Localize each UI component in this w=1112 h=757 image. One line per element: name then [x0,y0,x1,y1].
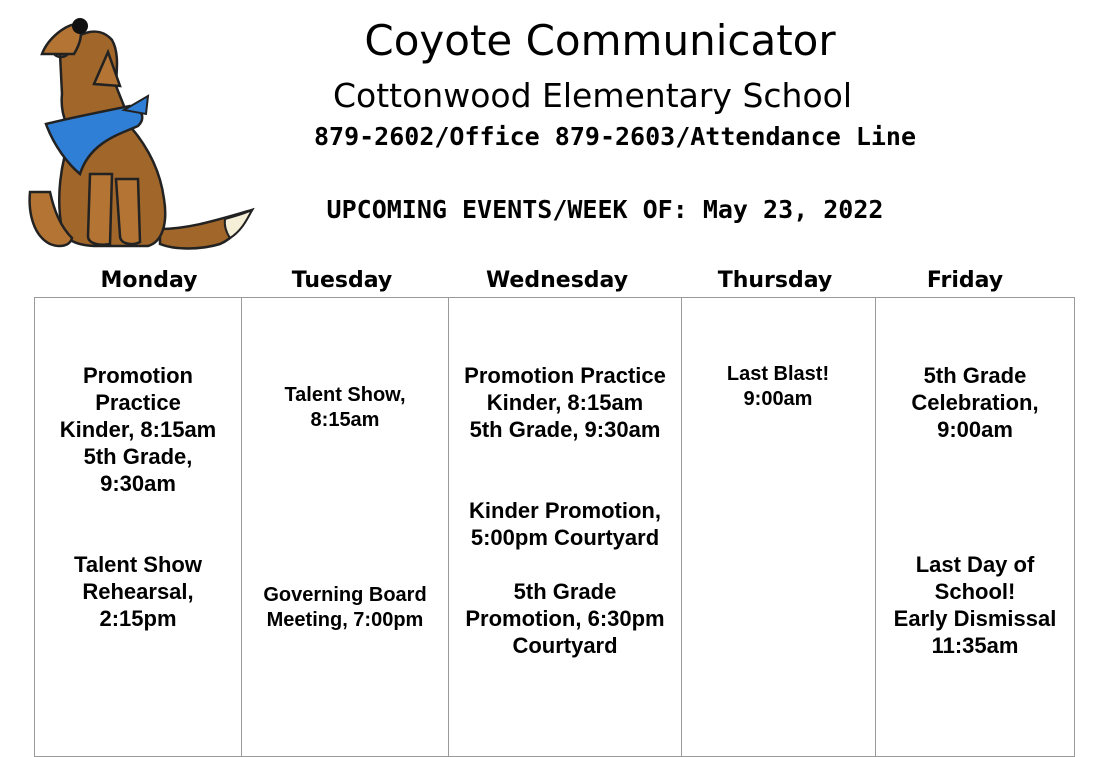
day-header-tuesday: Tuesday [291,268,393,293]
monday-event-promotion-practice: Promotion Practice Kinder, 8:15am 5th Grade, 9:30am [59,363,217,496]
friday-event-last-day: Last Day of School! Early Dismissal 11:35am [893,552,1057,658]
thursday-event-last-blast: Last Blast! 9:00am [726,363,830,410]
friday-event-5th-grade-celebration: 5th Grade Celebration, 9:00am [911,363,1039,442]
school-name: Cottonwood Elementary School [332,76,852,115]
column-tuesday [242,297,449,757]
wednesday-event-kinder-promotion: Kinder Promotion, 5:00pm Courtyard [469,498,661,550]
tuesday-event-talent-show: Talent Show, 8:15am [284,384,406,431]
wednesday-event-5th-grade-promotion: 5th Grade Promotion, 6:30pm Courtyard [465,579,665,658]
monday-event-talent-show-rehearsal: Talent Show Rehearsal, 2:15pm [74,552,202,631]
events-heading: UPCOMING EVENTS/WEEK OF: May 23, 2022 [326,195,884,224]
tuesday-event-governing-board: Governing Board Meeting, 7:00pm [263,584,427,631]
wednesday-event-promotion-practice: Promotion Practice Kinder, 8:15am 5th Grade, 9:30am [464,363,666,442]
phone-numbers: 879-2602/Office 879-2603/Attendance Line [313,122,917,151]
day-header-thursday: Thursday [717,268,833,293]
day-header-friday: Friday [926,268,1004,293]
coyote-mascot-icon [20,14,258,254]
day-header-monday: Monday [100,268,198,293]
newsletter-title: Coyote Communicator [364,16,836,65]
day-header-wednesday: Wednesday [485,268,629,293]
